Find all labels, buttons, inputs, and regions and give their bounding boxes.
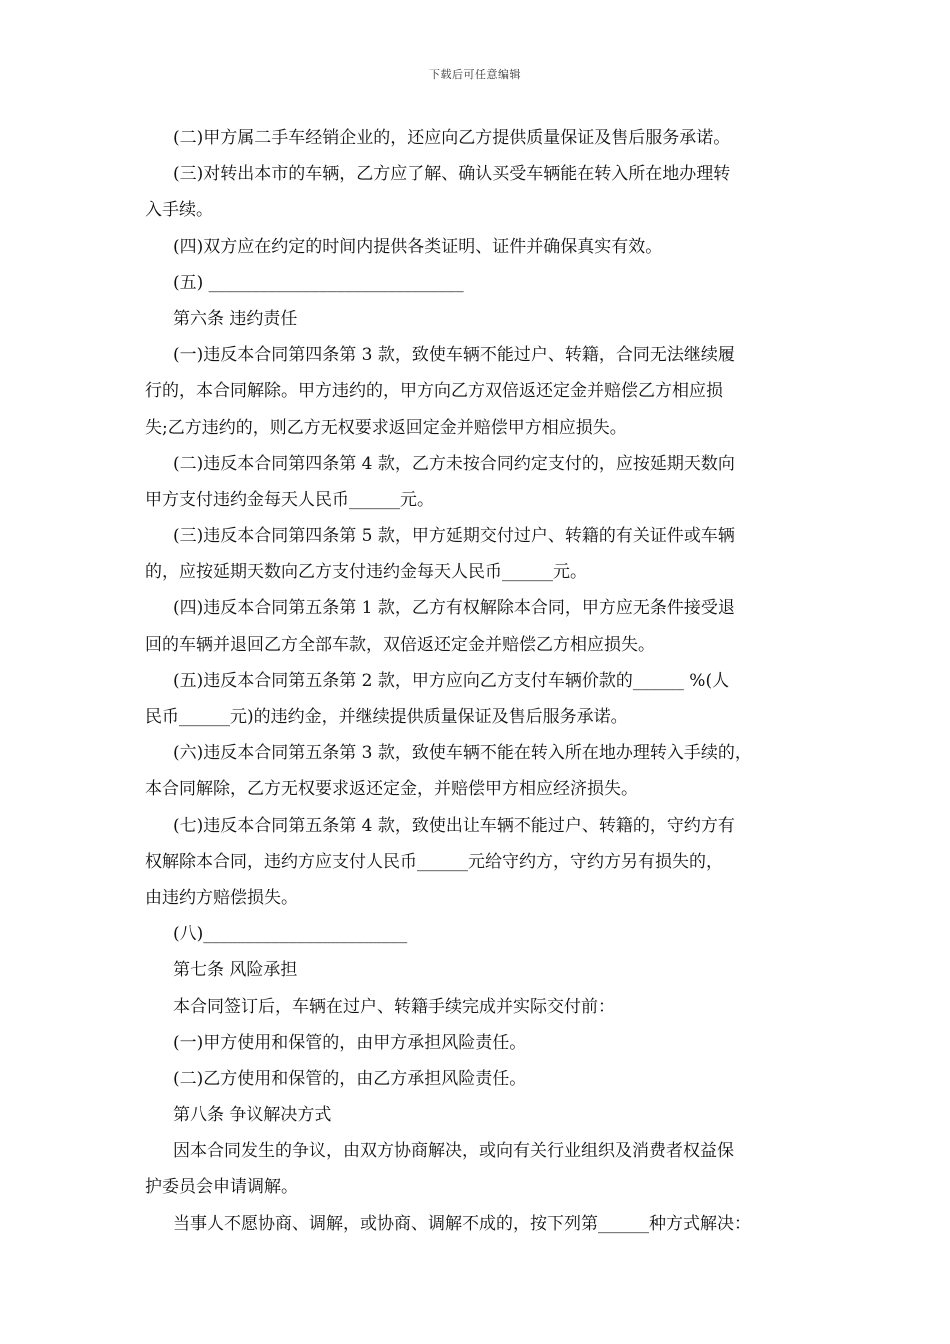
- paragraph-line: 权解除本合同，违约方应支付人民币______元给守约方，守约方另有损失的，: [145, 851, 723, 872]
- paragraph-line: 本合同签订后，车辆在过户、转籍手续完成并实际交付前：: [173, 996, 615, 1017]
- paragraph-line: 回的车辆并退回乙方全部车款，双倍返还定金并赔偿乙方相应损失。: [145, 634, 655, 655]
- paragraph-line: (三)对转出本市的车辆，乙方应了解、确认买受车辆能在转入所在地办理转: [173, 164, 731, 185]
- paragraph-line: 甲方支付违约金每天人民币______元。: [145, 489, 434, 510]
- paragraph-line: (四)违反本合同第五条第 1 款，乙方有权解除本合同，甲方应无条件接受退: [173, 598, 735, 619]
- paragraph-line: (二)违反本合同第四条第 4 款，乙方未按合同约定支付的，应按延期天数向: [173, 453, 735, 474]
- paragraph-line: 本合同解除，乙方无权要求返还定金，并赔偿甲方相应经济损失。: [145, 779, 638, 800]
- paragraph-line: (一)违反本合同第四条第 3 款，致使车辆不能过户、转籍，合同无法继续履: [173, 345, 735, 366]
- paragraph-line: 由违约方赔偿损失。: [145, 887, 298, 908]
- paragraph-line: 当事人不愿协商、调解，或协商、调解不成的，按下列第______种方式解决：: [173, 1213, 751, 1234]
- paragraph-line: (六)违反本合同第五条第 3 款，致使车辆不能在转入所在地办理转入手续的，: [173, 743, 752, 764]
- page-header: 下载后可任意编辑: [429, 68, 521, 81]
- paragraph-line: (八)________________________: [173, 924, 408, 945]
- paragraph-line: 第六条 违约责任: [173, 308, 298, 329]
- paragraph-line: (二)甲方属二手车经销企业的，还应向乙方提供质量保证及售后服务承诺。: [173, 128, 731, 148]
- paragraph-line: (五)违反本合同第五条第 2 款，甲方应向乙方支付车辆价款的______ %(人: [173, 670, 730, 691]
- document-body: [145, 120, 817, 1242]
- paragraph-line: (五) ______________________________: [173, 272, 464, 293]
- paragraph-line: 入手续。: [145, 200, 213, 221]
- paragraph-line: (二)乙方使用和保管的，由乙方承担风险责任。: [173, 1068, 527, 1089]
- paragraph-line: (四)双方应在约定的时间内提供各类证明、证件并确保真实有效。: [173, 236, 663, 257]
- paragraph-line: (三)违反本合同第四条第 5 款，甲方延期交付过户、转籍的有关证件或车辆: [173, 526, 735, 547]
- paragraph-line: 因本合同发生的争议，由双方协商解决，或向有关行业组织及消费者权益保: [173, 1141, 734, 1162]
- paragraph-line: 的，应按延期天数向乙方支付违约金每天人民币______元。: [145, 562, 587, 583]
- paragraph-line: 第八条 争议解决方式: [173, 1105, 332, 1126]
- paragraph-line: 第七条 风险承担: [173, 960, 298, 981]
- paragraph-line: (一)甲方使用和保管的，由甲方承担风险责任。: [173, 1032, 527, 1053]
- paragraph-line: 行的，本合同解除。甲方违约的，甲方向乙方双倍返还定金并赔偿乙方相应损: [145, 381, 723, 402]
- paragraph-line: 护委员会申请调解。: [145, 1177, 298, 1198]
- paragraph-line: 失;乙方违约的，则乙方无权要求返回定金并赔偿甲方相应损失。: [145, 417, 627, 438]
- paragraph-line: (七)违反本合同第五条第 4 款，致使出让车辆不能过户、转籍的，守约方有: [173, 815, 735, 836]
- paragraph-line: 民币______元)的违约金，并继续提供质量保证及售后服务承诺。: [145, 707, 628, 727]
